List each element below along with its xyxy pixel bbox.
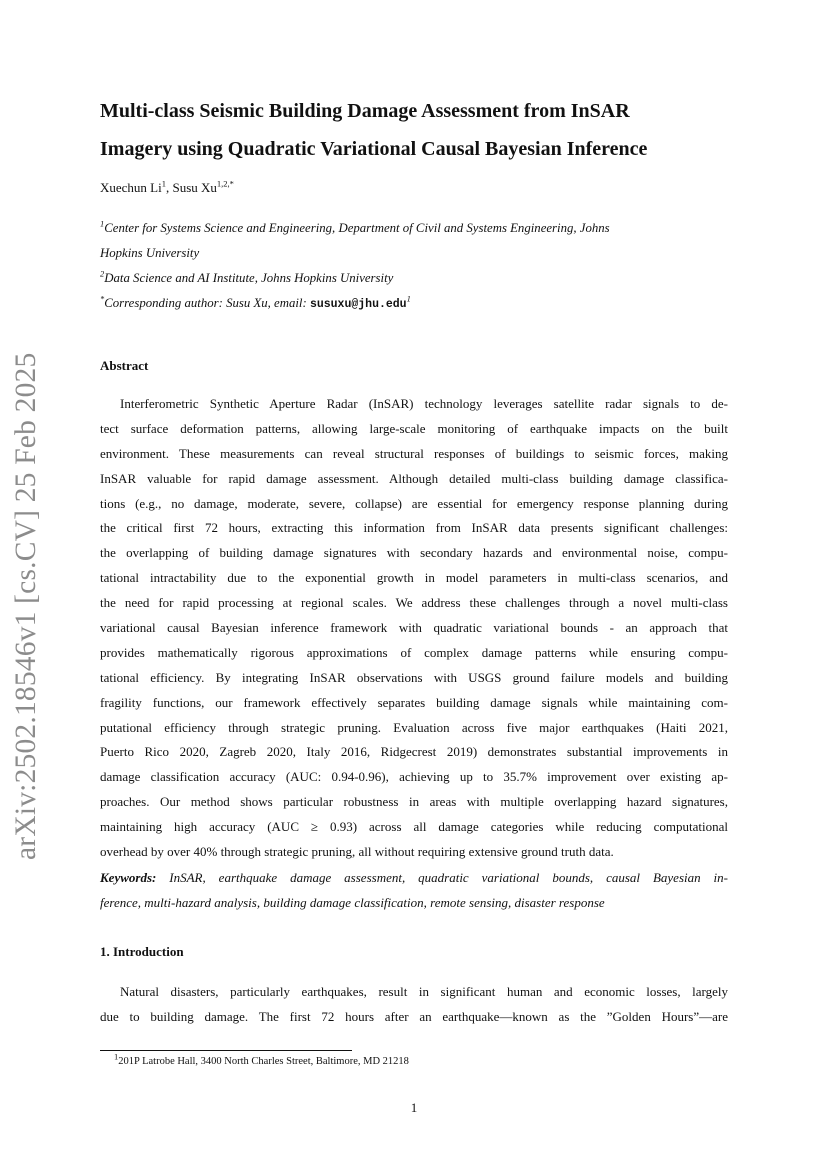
abstract-line: overhead by over 40% through strategic pruning, all without requiring extensive ground truth data. xyxy=(100,844,614,860)
keywords-line: ference, multi-hazard analysis, building damage classification, remote sensing, disaster response xyxy=(100,894,605,910)
abstract-line: damage classification accuracy (AUC: 0.94-0.96), achieving up to 35.7% improvement over existing ap- xyxy=(100,769,728,785)
abstract-body xyxy=(100,392,728,865)
author-name: Xuechun Li xyxy=(100,180,162,195)
abstract-line: InSAR valuable for rapid damage assessment. Although detailed multi-class building damage classifica- xyxy=(100,470,728,486)
keywords-line xyxy=(100,866,728,891)
abstract-line: maintaining high accuracy (AUC ≥ 0.93) across all damage categories while reducing computational xyxy=(100,819,728,835)
footnote-divider xyxy=(100,1050,352,1051)
abstract-line: tational intractability due to the exponential growth in model parameters in multi-class scenarios, and xyxy=(100,570,728,586)
abstract-line: the overlapping of building damage signatures with secondary hazards and environmental noise, compu- xyxy=(100,545,728,561)
author-name: Susu Xu xyxy=(172,180,217,195)
author-affiliation-mark: 1,2,* xyxy=(216,178,234,189)
abstract-line: variational causal Bayesian inference framework with quadratic variational bounds - an approach that xyxy=(100,620,728,636)
affiliation-1 xyxy=(100,216,720,266)
footnote-mark: 1 xyxy=(114,1051,119,1062)
corresponding-text: Corresponding author: Susu Xu, email: xyxy=(104,296,310,310)
affiliation-text: Hopkins University xyxy=(100,246,200,260)
corresponding-email-link[interactable]: susuxu@jhu.edu xyxy=(309,298,407,311)
author-list xyxy=(100,180,234,196)
footnote-reference-mark: 1 xyxy=(406,293,411,304)
abstract-heading: Abstract xyxy=(100,358,149,373)
affiliation-2 xyxy=(100,266,720,291)
introduction-body xyxy=(100,980,728,1030)
affiliation-mark: 1 xyxy=(100,218,105,229)
footnote-text: 201P Latrobe Hall, 3400 North Charles Street, Baltimore, MD 21218 xyxy=(118,1056,409,1067)
paper-title xyxy=(100,92,740,168)
abstract-line: environment. These measurements can reveal structural responses of buildings to seismic forces, making xyxy=(100,445,728,461)
abstract-line: proaches. Our method shows particular robustness in areas with multiple overlapping hazard signatures, xyxy=(100,794,728,810)
affiliation-mark: 2 xyxy=(100,268,105,279)
keywords-label: Keywords: xyxy=(100,870,157,885)
abstract-line: fragility functions, our framework effectively separates building damage signals while maintaining com- xyxy=(100,694,728,710)
page-number: 1 xyxy=(410,1100,418,1115)
author-separator: , xyxy=(165,180,173,195)
title-line: Imagery using Quadratic Variational Causal Bayesian Inference xyxy=(100,138,648,160)
introduction-line: due to building damage. The first 72 hours after an earthquake—known as the ”Golden Hours”—are xyxy=(100,1008,728,1024)
abstract-line: the need for rapid processing at regional scales. We address these challenges through a novel multi-class xyxy=(100,595,728,611)
abstract-line: tational efficiency. By integrating InSAR observations with USGS ground failure models and building xyxy=(100,669,728,685)
title-line: Multi-class Seismic Building Damage Assessment from InSAR xyxy=(100,100,630,122)
abstract-line: provides mathematically rigorous approximations of complex damage patterns while ensuring compu- xyxy=(100,644,728,660)
keywords-block xyxy=(100,866,728,916)
corresponding-mark: * xyxy=(100,293,105,304)
corresponding-author xyxy=(100,291,720,317)
abstract-line: the critical first 72 hours, extracting this information from InSAR data presents significant challenges: xyxy=(100,520,728,536)
affiliation-text: Data Science and AI Institute, Johns Hopkins University xyxy=(104,271,394,285)
introduction-line: Natural disasters, particularly earthquakes, result in significant human and economic losses, largely xyxy=(120,984,728,999)
footnote xyxy=(114,1051,409,1067)
abstract-line: Puerto Rico 2020, Zagreb 2020, Italy 2016, Ridgecrest 2019) demonstrates substantial improvements in xyxy=(100,744,728,760)
abstract-line: tect surface deformation patterns, allowing large-scale monitoring of earthquake impacts on the built xyxy=(100,420,728,436)
keywords-text: InSAR, earthquake damage assessment, quadratic variational bounds, causal Bayesian in- xyxy=(156,870,728,885)
arxiv-identifier-text: arXiv:2502.18546v1 [cs.CV] 25 Feb 2025 xyxy=(10,352,42,860)
abstract-line: putational efficiency through strategic pruning. Evaluation across five major earthquakes (Haiti 2021, xyxy=(100,719,728,735)
affiliation-text: Center for Systems Science and Engineering, Department of Civil and Systems Engineering, Johns xyxy=(104,221,610,235)
author-affiliation-mark: 1 xyxy=(161,178,166,189)
abstract-line: Interferometric Synthetic Aperture Radar (InSAR) technology leverages satellite radar signals to de- xyxy=(120,396,728,411)
introduction-heading: 1. Introduction xyxy=(100,944,184,959)
abstract-line: tions (e.g., no damage, moderate, severe, collapse) are essential for emergency response planning during xyxy=(100,495,728,511)
